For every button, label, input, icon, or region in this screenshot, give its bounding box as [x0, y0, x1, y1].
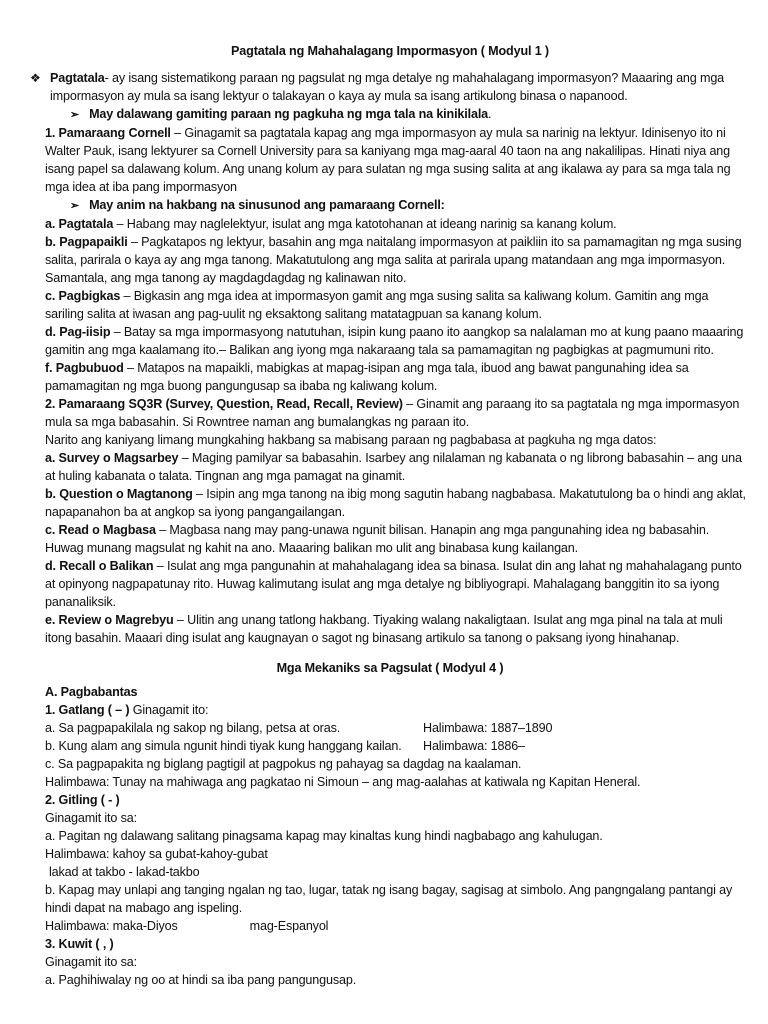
diamond-bullet-icon: ❖	[30, 71, 41, 85]
kuwit-item-a: a. Paghihiwalay ng oo at hindi sa iba pang pangungusap.	[45, 973, 357, 987]
arrow-bullet-icon: ➢	[70, 200, 80, 212]
example-value: Halimbawa: 1887–1890	[423, 721, 553, 735]
heading-pagbabantas: A. Pagbabantas	[45, 685, 138, 699]
gatlang-item-a: a. Sa pagpapakilala ng sakop ng bilang, petsa at oras. Halimbawa: 1887–1890	[45, 721, 553, 735]
gitling-heading: 2. Gitling ( - )	[45, 793, 120, 807]
sq3r-item: d. Recall o Balikan – Isulat ang mga pangunahin at mahahalagang idea sa binasa. Isulat din ang lahat ng mahahalagang punto at opinyong nagpapatunay rito. Huwag kalimutang isulat ang mga detalye ng bibliyograpi. Mahalagang banggitin ito sa iyong pananaliksik.	[45, 559, 742, 609]
sq3r-intro: Narito ang kaniyang limang mungkahing hakbang sa mabisang paraan ng pagbabasa at pagkuha ng mga datos:	[45, 433, 657, 447]
gitling-item-b: b. Kapag may unlapi ang tanging ngalan ng tao, lugar, tatak ng isang bagay, sagisag at simbolo. Ang pangngalang pantangi ay hindi dapat na mabago ang ispeling.	[45, 883, 733, 915]
arrow-bullet-icon: ➢	[70, 109, 80, 121]
gitling-example-a1: Halimbawa: kahoy sa gubat-kahoy-gubat	[45, 847, 268, 861]
intro-text: - ay isang sistematikong paraan ng pagsulat ng mga detalye ng mahahalagang impormasyon? Maaaring ang mga impormasyon ay mula sa isang lektyur o talakayan o kaya ay mula sa isang artikulong binasa o napanood.	[50, 71, 725, 103]
gatlang-item-c: c. Sa pagpapakita ng biglang pagtigil at pagpokus ng pahayag sa dagdag na kaalaman.	[45, 757, 522, 771]
intro-term: Pagtatala	[50, 71, 105, 85]
gitling-intro: Ginagamit ito sa:	[45, 811, 137, 825]
gitling-item-a: a. Pagitan ng dalawang salitang pinagsama kapag may kinaltas kung hindi nagbabago ang kahulugan.	[45, 829, 603, 843]
kuwit-heading: 3. Kuwit ( , )	[45, 937, 114, 951]
gatlang-heading: 1. Gatlang ( – ) Ginagamit ito:	[45, 703, 209, 717]
kuwit-intro: Ginagamit ito sa:	[45, 955, 137, 969]
section2-title: Mga Mekaniks sa Pagsulat ( Modyul 4 )	[276, 661, 504, 675]
gitling-example-a2: lakad at takbo - lakad-takbo	[49, 865, 200, 879]
method-sq3r: 2. Pamaraang SQ3R (Survey, Question, Read, Recall, Review) – Ginamit ang paraang ito sa pagtatala ng mga impormasyon mula sa mga babasahin. Si Rowntree naman ang bumalangkas ng paraan ito.	[45, 397, 740, 429]
subheading-methods: ➢ May dalawang gamiting paraan ng pagkuha ng mga tala na kinikilala.	[70, 107, 492, 121]
section1-title: Pagtatala ng Mahahalagang Impormasyon ( Modyul 1 )	[231, 44, 549, 58]
step-item: c. Pagbigkas – Bigkasin ang mga idea at impormasyon gamit ang mga susing salita sa kaliwang kolum. Gamitin ang mga sariling salita at iwasan ang pag-uulit ng eksaktong salitang matatagpuan sa kanang kolum.	[45, 289, 709, 321]
step-item: f. Pagbubuod – Matapos na mapaikli, mabigkas at mapag-isipan ang mga tala, ibuod ang bawat pangunahing idea sa pamamagitan ng mga buong pangungusap sa ibaba ng kaliwang kolum.	[45, 361, 689, 393]
sq3r-item: e. Review o Magrebyu – Ulitin ang unang tatlong hakbang. Tiyaking walang nakaligtaan. Isulat ang mga pinal na tala at muli itong basahin. Maaari ding isulat ang kaugnayan o sagot ng binasang artikulo sa tanong o paksang iyong hinahanap.	[45, 613, 723, 645]
gatlang-example-c: Halimbawa: Tunay na mahiwaga ang pagkatao ni Simoun – ang mag-aalahas at katiwala ng Kapitan Heneral.	[45, 775, 641, 789]
sq3r-item: c. Read o Magbasa – Magbasa nang may pang-unawa ngunit bilisan. Hanapin ang mga pangunahing idea ng babasahin. Huwag munang magsulat ng kahit na ano. Maaaring balikan mo ulit ang binabasa kung kailangan.	[45, 523, 710, 555]
subheading-steps: ➢ May anim na hakbang na sinusunod ang pamaraang Cornell:	[70, 198, 445, 212]
sq3r-item: a. Survey o Magsarbey – Maging pamilyar sa babasahin. Isarbey ang nilalaman ng kabanata o ng librong babasahin – ang una at huling kabanata o talata. Tingnan ang mga pamagat na ginamit.	[45, 451, 742, 483]
example-value: Halimbawa: 1886–	[423, 739, 525, 753]
gatlang-item-b: b. Kung alam ang simula ngunit hindi tiyak kung hanggang kailan. Halimbawa: 1886–	[45, 739, 525, 753]
step-item: b. Pagpapaikli – Pagkatapos ng lektyur, basahin ang mga naitalang impormasyon at paikliin ito sa pamamagitan ng mga susing salita, parirala o kaya ay ang mga tanong. Makatutulong ang mga salita at parirala upang matandaan ang mga impormasyon. Samantala, ang mga tanong ay magdagdagdag ng kalinawan nito.	[45, 235, 742, 285]
step-item: d. Pag-iisip – Batay sa mga impormasyong natutuhan, isipin kung paano ito aangkop sa nalalaman mo at kung paano maaaring gamitin ang mga kaalamang ito.– Balikan ang iyong mga nakaraang tala sa pamamagitan ng pagbigkas at pagmumuni rito.	[45, 325, 744, 357]
step-item: a. Pagtatala – Habang may naglelektyur, isulat ang mga katotohanan at ideang narinig sa kanang kolum.	[45, 217, 617, 231]
method-cornell: 1. Pamaraang Cornell – Ginagamit sa pagtatala kapag ang mga impormasyon ay mula sa narinig na lektyur. Idinisenyo ito ni Walter Pauk, isang lektyurer sa Cornell University para sa kaniyang mga mag-aaral 40 taon na ang nakalilipas. Hinati niya ang isang papel sa dalawang kolum. Ang unang kolum ay para sulatan ng mga susing salita at ang ikalawa ay para sa mga tala ng mga idea at iba pang impormasyon	[45, 126, 731, 194]
intro-bullet	[30, 69, 750, 105]
gitling-example-b: Halimbawa: maka-Diyos mag-Espanyol	[45, 919, 329, 933]
intro-paragraph	[46, 69, 750, 105]
sq3r-item: b. Question o Magtanong – Isipin ang mga tanong na ibig mong sagutin habang nagbabasa. Makatutulong ba o hindi ang aklat, napapanahon ba at angkop sa iyong pangangailangan.	[45, 487, 746, 519]
